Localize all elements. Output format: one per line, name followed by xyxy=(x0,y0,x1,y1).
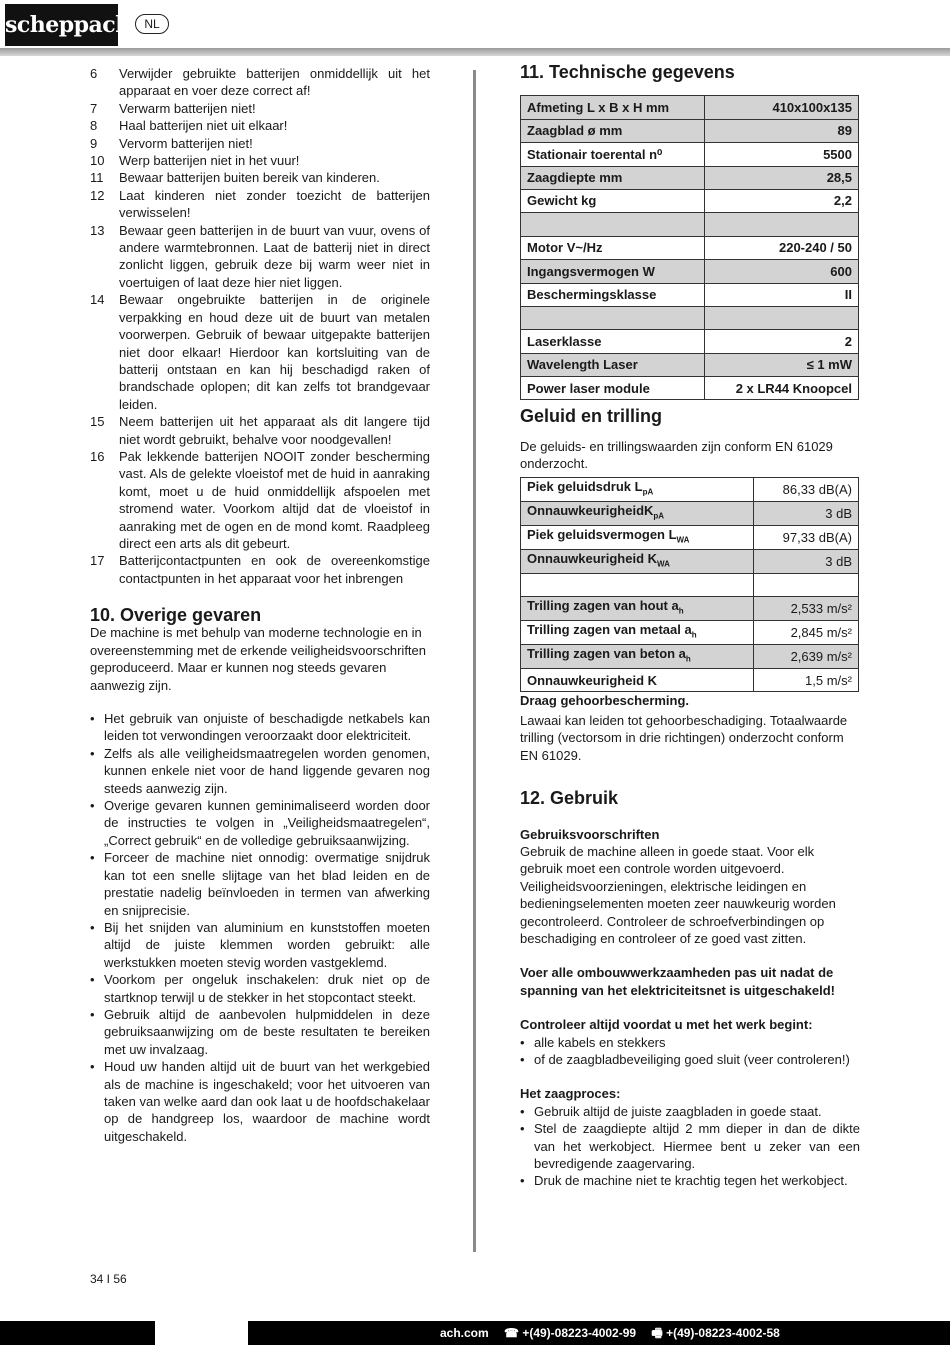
hazard-bullet: • Bij het snijden van aluminium en kunststoffen moeten altijd de juiste klemmen worden gebruikt: alle werkstukken moeten stevig worden vastgeklemd. xyxy=(90,919,430,971)
spec-subscript: h xyxy=(691,630,697,640)
spec-label: Trilling zagen van hout $a_h$ xyxy=(521,597,754,621)
hearing-text: Lawaai kan leiden tot gehoorbeschadiging. Totaalwaarde trilling (vectorsom in drie richtingen) onderzocht conform EN 61029. xyxy=(520,712,848,763)
spec-value: 220-240 / 50 xyxy=(705,236,859,259)
hazard-bullet: • Forceer de machine niet onnodig: overmatige snijdruk kan tot een snelle slijtage van het blad leiden en de prestatie nadelig beïnvloeden in termen van afwerking en snijprecisie. xyxy=(90,849,430,919)
spec-label: Power laser module xyxy=(521,377,705,400)
footer-contact xyxy=(440,1324,792,1345)
item-text: Verwijder gebruikte batterijen onmiddellijk uit het apparaat en voer deze correct af! xyxy=(119,66,430,99)
saw-item: • Druk de machine niet te krachtig tegen het werkobject. xyxy=(520,1172,860,1189)
hazard-bullet: • Voorkom per ongeluk inschakelen: druk niet op de startknop terwijl u de stekker in het stopcontact steekt. xyxy=(90,971,430,1006)
noise-title: Geluid en trilling xyxy=(520,406,663,427)
item-number: 13 xyxy=(90,222,105,238)
spec-label: Trilling zagen van metaal $a_h$ xyxy=(521,621,754,645)
spec-subscript: pA xyxy=(653,511,665,521)
spec-label: OnnauwkeurigheidK$_{pA}$ xyxy=(521,501,754,525)
battery-safety-list xyxy=(90,65,430,587)
spec-label xyxy=(521,306,705,329)
spec-value: 28,5 xyxy=(705,166,859,189)
spec-table xyxy=(520,95,859,400)
header-rule xyxy=(0,48,950,56)
spec-value: 2,533 m/s² xyxy=(753,597,858,621)
saw-item: • Stel de zaagdiepte altijd 2 mm dieper in dan de dikte van het werkobject. Hiermee bent u zeker van een bevredigende zaagervaring. xyxy=(520,1120,860,1172)
battery-item xyxy=(90,222,430,292)
item-number: 9 xyxy=(90,135,98,151)
footer-fax: 🖷 +(49)-08223-4002-58 xyxy=(651,1326,780,1340)
spec-label xyxy=(521,213,705,236)
spec-value: 5500 xyxy=(705,143,859,166)
hazard-bullet: • Zelfs als alle veiligheidsmaatregelen worden genomen, kunnen enkele niet voor de hand liggende gevaren nog steeds aanwezig zijn. xyxy=(90,745,430,797)
hazard-bullet: • Overige gevaren kunnen geminimaliseerd worden door de instructies te volgen in „Veiligheidsmaatregelen“, „Correct gebruik“ en de volledige gebruiksaanwijzing. xyxy=(90,797,430,849)
spec-value: ≤ 1 mW xyxy=(705,353,859,376)
spec-label: Zaagblad ø mm xyxy=(521,119,705,142)
spec-value: 1,5 m/s² xyxy=(753,669,858,692)
spec-label: Trilling zagen van beton $a_h$ xyxy=(521,645,754,669)
item-text: Bewaar ongebruikte batterijen in de originele verpakking en houd deze uit de buurt van metalen voorwerpen. Gebruik of bewaar uitgepakte batterijen niet door elkaar! Hierdoor kan kortsluiting van de batterij ontstaan en kan hij beschadigd raken of brandschade oplopen; dit kan zelfs tot brandgevaar leiden. xyxy=(119,292,430,412)
spec-subscript: WA xyxy=(657,559,670,569)
spec-label: Onnauwkeurigheid K xyxy=(521,669,754,692)
spec-row xyxy=(521,260,859,283)
battery-item xyxy=(90,448,430,552)
right-column xyxy=(520,64,860,1190)
spec-label: Motor V~/Hz xyxy=(521,236,705,259)
spec-label: Laserklasse xyxy=(521,330,705,353)
item-number: 7 xyxy=(90,100,98,116)
spec-label: Afmeting L x B x H mm xyxy=(521,96,705,119)
battery-item xyxy=(90,413,430,448)
item-text: Verwarm batterijen niet! xyxy=(119,100,256,116)
spec-row xyxy=(521,96,859,119)
hazard-bullet: • Gebruik altijd de aanbevolen hulpmiddelen in deze gebruiksaanwijzing om de beste resultaten te bereiken met uw invalzaag. xyxy=(90,1006,430,1058)
spec-row xyxy=(521,573,859,596)
spec-value: 86,33 dB(A) xyxy=(753,477,858,501)
language-badge: NL xyxy=(135,14,169,34)
use-text: Gebruik de machine alleen in goede staat. Voor elk gebruik moet een controle worden uitgevoerd. Veiligheidsvoorzieningen, elektrische leidingen en bedieningselementen moeten zeer nauwkeurig worden gecontroleerd. Controleer de schroefverbindingen op beschadiging en controleer of ze goed vast zitten. xyxy=(520,843,836,946)
spec-row xyxy=(521,477,859,501)
spec-label xyxy=(521,573,754,596)
spec-row xyxy=(521,330,859,353)
battery-item xyxy=(90,117,430,134)
noise-intro: De geluids- en trillingswaarden zijn conform EN 61029 onderzocht. xyxy=(520,438,833,472)
spec-value xyxy=(753,573,858,596)
saw-item: • Gebruik altijd de juiste zaagbladen in goede staat. xyxy=(520,1103,860,1120)
item-text: Pak lekkende batterijen NOOIT zonder bescherming vast. Als de gelekte vloeistof met de huid in aanraking komt, moet u de huid onmiddellijk afspoelen met stromend water. Voorkom altijd dat de vloeistof in aanraking met de ogen en de mond komt. Raadpleeg direct een arts als dit gebeurt. xyxy=(119,448,430,551)
hazard-bullet: • Houd uw handen altijd uit de buurt van het werkgebied als de machine is ingeschakeld; voor het uitvoeren van taken van welke aard dan ook laat u de hoofdschakelaar op de handgreep los, waardoor de machine wordt uitgeschakeld. xyxy=(90,1058,430,1145)
battery-item xyxy=(90,169,430,186)
item-number: 6 xyxy=(90,66,98,81)
spec-value: 410x100x135 xyxy=(705,96,859,119)
spec-label: Onnauwkeurigheid $K_{WA}$ xyxy=(521,549,754,573)
spec-row xyxy=(521,669,859,692)
battery-item xyxy=(90,152,430,169)
spec-row xyxy=(521,353,859,376)
use-subtitle: Gebruiksvoorschriften xyxy=(520,826,660,842)
check-item: • of de zaagbladbeveiliging goed sluit (veer controleren!) xyxy=(520,1051,860,1068)
spec-label: Ingangsvermogen W xyxy=(521,260,705,283)
spec-value: 3 dB xyxy=(753,501,858,525)
section-12-title: 12. Gebruik xyxy=(520,788,619,809)
hearing-warning: Draag gehoorbescherming. xyxy=(520,693,690,709)
item-number: 10 xyxy=(90,153,105,169)
item-text: Batterijcontactpunten en ook de overeenkomstige contactpunten in het apparaat voor het inbrengen xyxy=(119,553,430,586)
spec-row xyxy=(521,377,859,400)
spec-value: 2,639 m/s² xyxy=(753,645,858,669)
spec-value: 3 dB xyxy=(753,549,858,573)
spec-label: Zaagdiepte mm xyxy=(521,166,705,189)
spec-row xyxy=(521,189,859,212)
battery-item xyxy=(90,65,430,100)
hazard-bullet: • Het gebruik van onjuiste of beschadigde netkabels kan leiden tot verwondingen veroorzaakt door elektriciteit. xyxy=(90,710,430,745)
battery-item xyxy=(90,135,430,152)
spec-label: Gewicht kg xyxy=(521,189,705,212)
spec-value xyxy=(705,306,859,329)
item-number: 14 xyxy=(90,292,105,308)
section-other-hazards xyxy=(90,607,430,1145)
page-number: 34 I 56 xyxy=(90,1272,127,1286)
footer-bar xyxy=(0,1321,950,1345)
battery-item xyxy=(90,187,430,222)
footer-white-block xyxy=(155,1321,248,1345)
column-divider xyxy=(473,70,476,1252)
footer-phone: ☎ +(49)-08223-4002-99 xyxy=(504,1326,637,1340)
section-10-title: 10. Overige gevaren xyxy=(90,605,262,625)
spec-subscript: h xyxy=(685,654,691,664)
spec-row xyxy=(521,283,859,306)
saw-title: Het zaagproces: xyxy=(520,1086,621,1102)
header xyxy=(0,0,950,48)
battery-item xyxy=(90,291,430,413)
spec-row xyxy=(521,213,859,236)
item-text: Neem batterijen uit het apparaat als dit langere tijd niet wordt gebruikt, behalve voor noodgevallen! xyxy=(119,414,430,447)
item-number: 11 xyxy=(90,170,104,186)
section-10-intro: De machine is met behulp van moderne technologie en in overeenstemming met de erkende veiligheidsvoorschriften geproduceerd. Maar er kunnen nog steeds gevaren aanwezig zijn. xyxy=(90,625,427,693)
spec-row xyxy=(521,166,859,189)
item-text: Bewaar geen batterijen in de buurt van vuur, ovens of andere warmtebronnen. Laat de batterij niet in direct zonlicht liggen, gebruik deze bij warm weer niet in voertuigen of laat deze hier niet liggen. xyxy=(119,222,430,290)
section-11-title: 11. Technische gegevens xyxy=(520,62,735,82)
spec-value: 2 xyxy=(705,330,859,353)
spec-label: Stationair toerental n⁰ xyxy=(521,143,705,166)
item-number: 15 xyxy=(90,414,105,430)
spec-row xyxy=(521,525,859,549)
spec-row xyxy=(521,645,859,669)
footer-web: ach.com xyxy=(440,1326,489,1340)
spec-row xyxy=(521,549,859,573)
spec-row xyxy=(521,236,859,259)
spec-row xyxy=(521,597,859,621)
spec-row xyxy=(521,306,859,329)
spec-row xyxy=(521,501,859,525)
spec-value: 2,845 m/s² xyxy=(753,621,858,645)
check-list xyxy=(520,1034,860,1069)
item-number: 8 xyxy=(90,118,98,134)
spec-value xyxy=(705,213,859,236)
check-title: Controleer altijd voordat u met het werk begint: xyxy=(520,1017,813,1033)
item-number: 16 xyxy=(90,448,105,464)
spec-row xyxy=(521,119,859,142)
spec-subscript: h xyxy=(678,606,684,616)
battery-item xyxy=(90,100,430,117)
battery-item xyxy=(90,552,430,587)
item-number: 17 xyxy=(90,553,105,569)
spec-value: 2,2 xyxy=(705,189,859,212)
check-item: • alle kabels en stekkers xyxy=(520,1034,860,1051)
use-warning: Voer alle ombouwwerkzaamheden pas uit nadat de spanning van het elektriciteitsnet is uitgeschakeld! xyxy=(520,965,835,998)
spec-subscript: pA xyxy=(642,487,654,497)
spec-row xyxy=(521,143,859,166)
spec-label: Piek geluidsdruk $L_{pA}$ xyxy=(521,477,754,501)
saw-list xyxy=(520,1103,860,1190)
item-text: Laat kinderen niet zonder toezicht de batterijen verwisselen! xyxy=(119,187,430,221)
spec-value: 2 x LR44 Knoopcel xyxy=(705,377,859,400)
item-text: Bewaar batterijen buiten bereik van kinderen. xyxy=(119,170,380,186)
spec-label: Beschermingsklasse xyxy=(521,283,705,306)
item-text: Haal batterijen niet uit elkaar! xyxy=(119,118,288,134)
hazard-bullets xyxy=(90,710,430,1145)
item-text: Werp batterijen niet in het vuur! xyxy=(119,153,300,169)
noise-table xyxy=(520,477,859,693)
spec-value: 97,33 dB(A) xyxy=(753,525,858,549)
item-number: 12 xyxy=(90,187,105,203)
spec-value: II xyxy=(705,283,859,306)
item-text: Vervorm batterijen niet! xyxy=(119,135,253,151)
spec-label: Piek geluidsvermogen $L_{WA}$ xyxy=(521,525,754,549)
spec-value: 600 xyxy=(705,260,859,283)
spec-label: Wavelength Laser xyxy=(521,353,705,376)
spec-value: 89 xyxy=(705,119,859,142)
spec-row xyxy=(521,621,859,645)
spec-subscript: WA xyxy=(676,535,690,545)
brand-logo: scheppach xyxy=(5,4,118,46)
